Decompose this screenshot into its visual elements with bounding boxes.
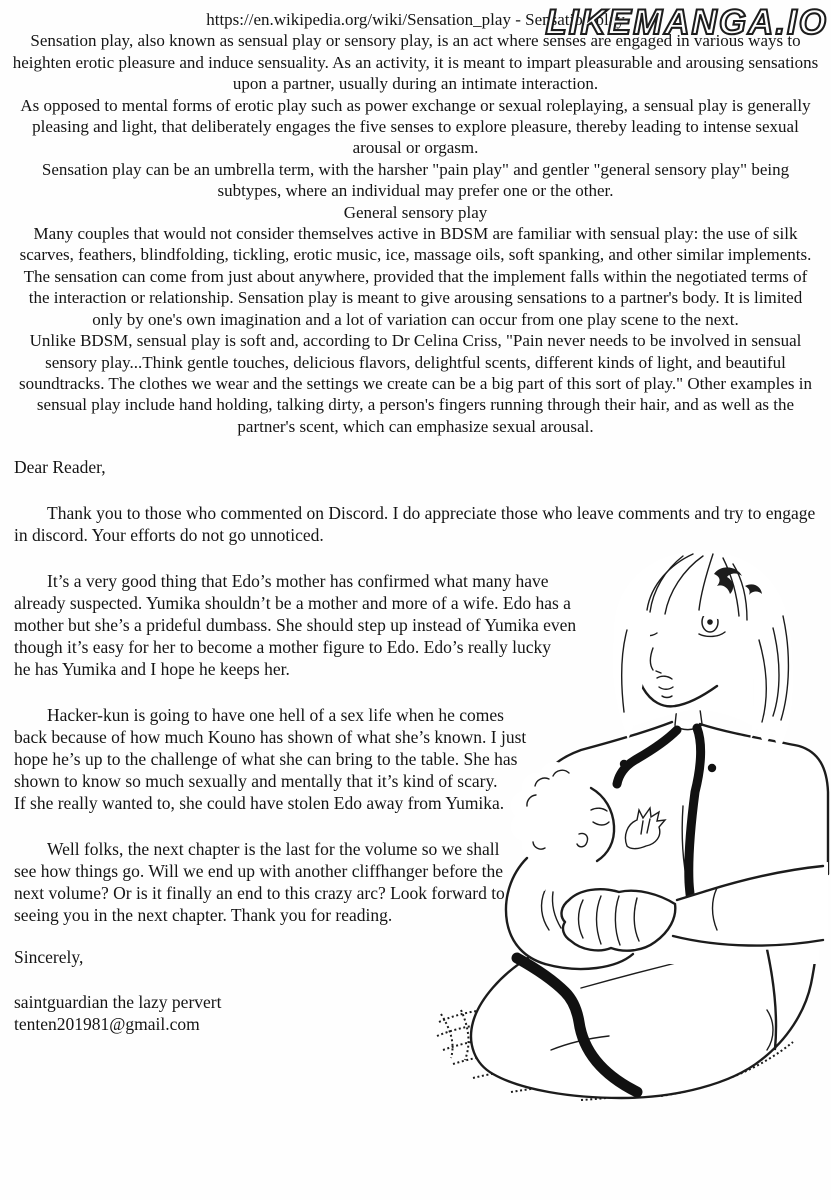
signature-email: tenten201981@gmail.com [14, 1014, 200, 1035]
wiki-paragraph: Unlike BDSM, sensual play is soft and, according to Dr Celina Criss, "Pain never needs to be involved in sensual sensory play...Think gentle touches, delicious flavors, delightful scents, different kinds of light, and beautiful soundtracks. The clothes we wear and the settings we create can be a big part of this sort of play." Other examples in sensual play include hand holding, talking dirty, a person's fingers running through their hair, and as well as the partner's scent, which can emphasize sexual arousal. [19, 331, 812, 436]
translator-letter [14, 456, 817, 1035]
baby-head [511, 762, 620, 871]
letter-paragraph: It’s a very good thing that Edo’s mother has confirmed what many have already suspected. Yumika shouldn’t be a mother and more of a wife. Edo has a mother but she’s a prideful dumbass. She should step up instead of Yumika even though it’s easy for her to become a mother figure to Edo. Edo’s really lucky he has Yumika and I hope he keeps her. [14, 571, 577, 680]
jacket-button [620, 760, 628, 768]
letter-paragraph: Thank you to those who commented on Discord. I do appreciate those who leave comments and try to engage in discord. Your efforts do not go unnoticed. [14, 503, 816, 546]
section-heading: General sensory play [343, 202, 488, 222]
source-url: https://en.wikipedia.org/wiki/Sensation_play - Sensation play [206, 10, 625, 29]
letter-paragraph: Well folks, the next chapter is the last for the volume so we shall see how things go. Will we end up with another cliffhanger before the next volume? Or is it finally an end to this crazy arc? Look forward to seeing you in the next chapter. Thank you for reading. [14, 839, 505, 926]
wiki-paragraph: Many couples that would not consider themselves active in BDSM are familiar with sensual play: the use of silk scarves, feathers, blindfolding, tickling, erotic music, ice, massage oils, soft spanking, and other similar implements. The sensation can come from just about anywhere, provided that the implement falls within the negotiated terms of the interaction or relationship. Sensation play is meant to give arousing sensations to a partner's body. It is limited only by one's own imagination and a lot of variation can occur from one play scene to the next. [19, 224, 812, 329]
wiki-paragraph: Sensation play can be an umbrella term, with the harsher "pain play" and gentler "general sensory play" being subtypes, where an individual may prefer one or the other. [41, 159, 790, 201]
wikipedia-excerpt [0, 0, 831, 437]
signature-name: saintguardian the lazy pervert [14, 992, 222, 1013]
jacket-button [708, 764, 716, 772]
likemanga-watermark: LIKEMANGA.IO [545, 3, 828, 42]
letter-salutation: Dear Reader, [14, 457, 106, 478]
letter-closing: Sincerely, [14, 947, 84, 968]
wiki-paragraph: Sensation play, also known as sensual play or sensory play, is an act where senses are engaged in various ways to heighten erotic pleasure and induce sensuality. As an activity, it is meant to impart pleasurable and arousing sensations upon a partner, usually during an intimate interaction. [12, 31, 819, 94]
wiki-paragraph: As opposed to mental forms of erotic play such as power exchange or sexual roleplaying, a sensual play is generally pleasing and light, that deliberately engages the five senses to explore pleasure, thereby leading to intense sexual arousal or orgasm. [20, 95, 811, 158]
letter-paragraph: Hacker-kun is going to have one hell of a sex life when he comes back because of how much Kouno has shown of what she’s known. I just hope he’s up to the challenge of what she can bring to the table. She has shown to know so much sexually and mentally that it’s kind of scary. If she really wanted to, she could have stolen Edo away from Yumika. [14, 705, 527, 814]
